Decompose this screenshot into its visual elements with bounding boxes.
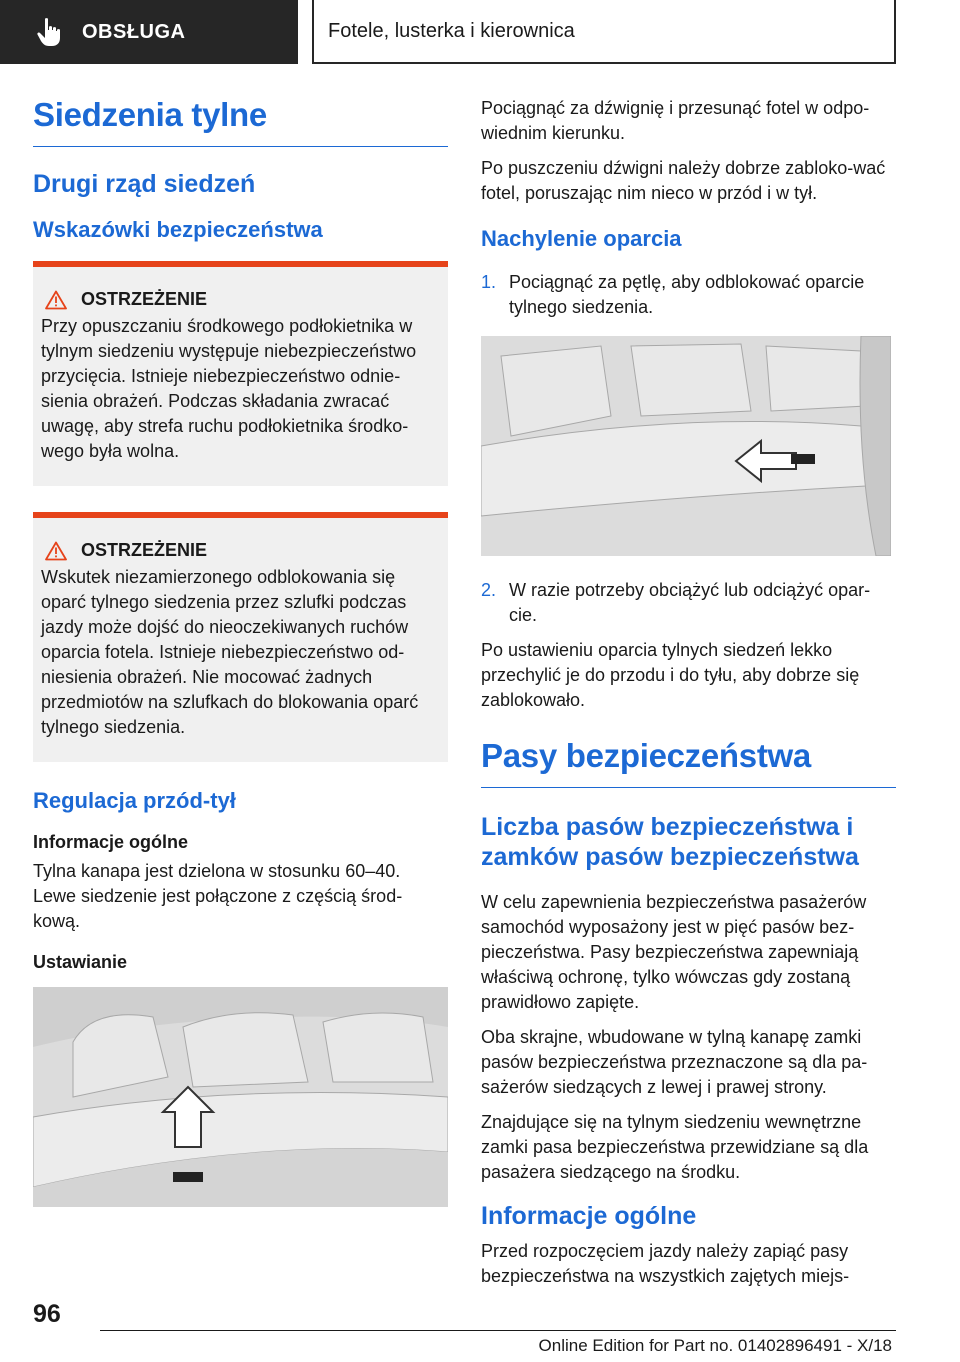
seat-adjust-illustration: [33, 987, 448, 1207]
tilt-steps-2: [481, 578, 896, 628]
step-text: W razie potrzeby obciążyć lub odciążyć opar‐cie.: [509, 580, 871, 625]
list-item: [481, 578, 896, 628]
inner-buckles-text: Znajdujące się na tylnym siedzeniu wewnętrzne zamki pasa bezpieczeństwa przewidziane są dla pasażera siedzącego na środku.: [481, 1112, 869, 1182]
step-number: 2.: [481, 580, 497, 600]
heading-belts-general-info: Informacje ogólne: [481, 1202, 697, 1230]
heading-setting: Ustawianie: [33, 952, 128, 972]
outer-buckles-text: Oba skrajne, wbudowane w tylną kanapę zamki pasów bezpieczeństwa przeznaczone są dla pa‐sażerów siedzących z lewej i prawej strony.: [481, 1027, 868, 1097]
hand-pointer-icon: [36, 17, 62, 47]
warning-triangle-icon: [45, 290, 67, 310]
heading-safety-notes: Wskazówki bezpieczeństwa: [33, 217, 323, 242]
edition-text: Online Edition for Part no. 01402896491 - X/18: [538, 1336, 892, 1355]
section-tab-label: OBSŁUGA: [82, 20, 186, 43]
heading-seat-belts: Pasy bezpieczeństwa: [481, 737, 896, 788]
page-header: [0, 0, 960, 66]
general-info-text: Tylna kanapa jest dzielona w stosunku 60–40. Lewe siedzenie jest połączone z częścią środ‐kową.: [33, 861, 403, 931]
warning-title: OSTRZEŻENIE: [81, 540, 208, 560]
warning-text: Przy opuszczaniu środkowego podłokietnika w tylnym siedzeniu występuje niebezpieczeństwo przycięcia. Istnieje niebezpieczeństwo odnie‐sienia obrażeń. Podczas składania zwracać uwagę, aby strefa ruchu podłokietnika środko‐wego była wolna.: [41, 316, 417, 461]
heading-belt-count: Liczba pasów bezpieczeństwa i zamków pasów bezpieczeństwa: [481, 813, 859, 871]
belts-general-text: Przed rozpoczęciem jazdy należy zapiąć pasy bezpieczeństwa na wszystkich zajętych miejs‐: [481, 1241, 850, 1286]
step-number: 1.: [481, 272, 497, 292]
section-tab: [0, 0, 298, 64]
left-column: [33, 96, 448, 1229]
page-number: 96: [33, 1300, 61, 1328]
chapter-title: Fotele, lusterka i kierownica: [312, 0, 896, 64]
heading-rear-seats: Siedzenia tylne: [33, 96, 448, 147]
warning-text: Wskutek niezamierzonego odblokowania się oparć tylnego siedzenia przez szlufki podczas jazdy może dojść do nieoczekiwanych ruchów oparcia fotela. Istnieje niebezpieczeństwo od‐niesienia obrażeń. Nie mocować żadnych przedmiotów na szlufkach do blokowania oparć tylnego siedzenia.: [41, 567, 419, 737]
warning-box-backrest: [33, 512, 448, 762]
warning-triangle-icon: [45, 541, 67, 561]
backrest-loop-illustration: [481, 336, 891, 556]
heading-second-row: Drugi rząd siedzeń: [33, 170, 256, 198]
belt-count-text: W celu zapewnienia bezpieczeństwa pasażerów samochód wyposażony jest w pięć pasów bez‐pieczeństwa. Pasy bezpieczeństwa zapewniają właściwą ochronę, tylko wówczas gdy zostaną prawidłowo zapięte.: [481, 892, 867, 1012]
warning-title: OSTRZEŻENIE: [81, 289, 208, 309]
seat-lever-figure: [33, 987, 448, 1207]
list-item: [481, 270, 896, 320]
step-text: Pociągnąć za pętlę, aby odblokować oparcie tylnego siedzenia.: [509, 272, 865, 317]
backrest-loop-figure: [481, 336, 891, 556]
warning-box-armrest: [33, 261, 448, 486]
heading-fore-aft-adjustment: Regulacja przód-tył: [33, 788, 236, 813]
heading-general-info: Informacje ogólne: [33, 832, 189, 852]
tilt-steps-1: [481, 270, 896, 320]
lock-instruction: Po puszczeniu dźwigni należy dobrze zabloko‐wać fotel, poruszając nim nieco w przód i w tył.: [481, 158, 886, 203]
footer-divider: [100, 1330, 896, 1331]
right-column: [481, 96, 896, 1299]
heading-backrest-tilt: Nachylenie oparcia: [481, 226, 682, 251]
backrest-lock-text: Po ustawieniu oparcia tylnych siedzeń lekko przechylić je do przodu i do tyłu, aby dobrze się zablokowało.: [481, 640, 860, 710]
lever-instruction: Pociągnąć za dźwignię i przesunąć fotel w odpo‐wiednim kierunku.: [481, 98, 870, 143]
